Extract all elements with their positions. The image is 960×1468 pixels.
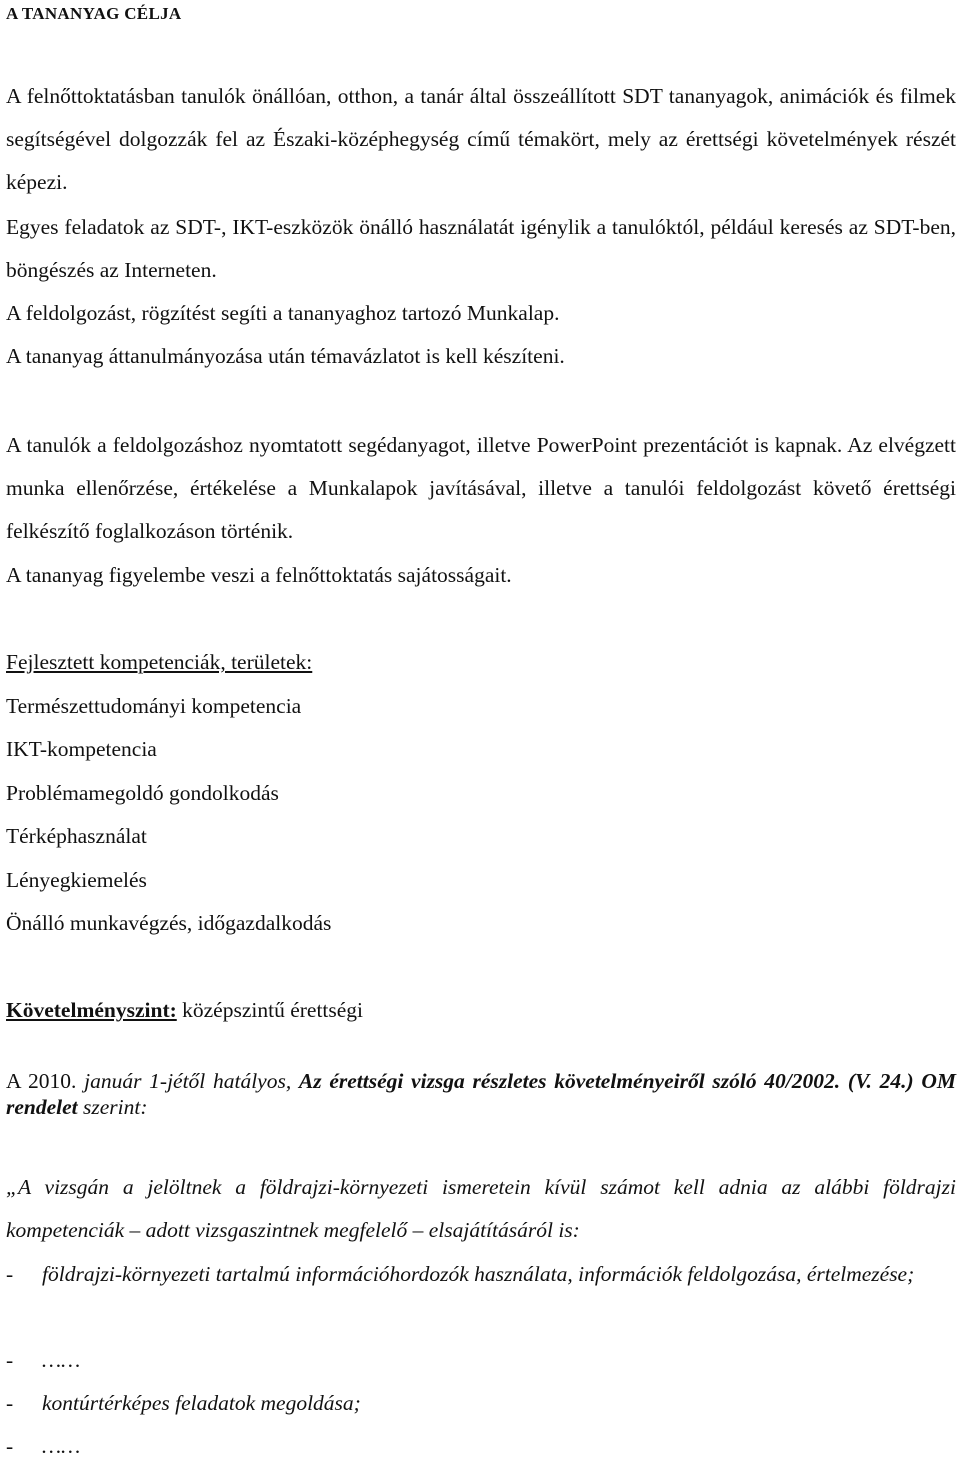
requirement-level: [6, 989, 956, 1032]
competencies-heading: [6, 641, 956, 684]
list-item-text: ……: [42, 1434, 81, 1458]
competencies-heading-text: Fejlesztett kompetenciák, területek:: [6, 650, 313, 674]
competency-item: Lényegkiemelés: [6, 868, 147, 892]
list-item-text: földrajzi-környezeti tartalmú információhordozók használata, információk feldolgozása, értelmezése;: [42, 1262, 915, 1286]
page-title: A TANANYAG CÉLJA: [6, 4, 182, 23]
list-dash: -: [6, 1262, 14, 1286]
second-paragraph-2: A tananyag figyelembe veszi a felnőttoktatás sajátosságait.: [6, 563, 512, 587]
regulation-title: Az érettségi vizsga részletes követelményeiről szóló 40/2002. (V. 24.) OM rendelet: [6, 1069, 957, 1119]
list-dash: -: [6, 1434, 14, 1458]
regulation-prefix: A 2010.: [6, 1069, 77, 1093]
list-item-text: kontúrtérképes feladatok megoldása;: [42, 1391, 361, 1415]
intro-paragraph-2: Egyes feladatok az SDT-, IKT-eszközök önálló használatát igénylik a tanulóktól, például keresés az SDT-ben, böngészés az Interneten.: [6, 215, 956, 282]
regulation-paragraph: [6, 1068, 956, 1120]
competency-item: Önálló munkavégzés, időgazdalkodás: [6, 911, 332, 935]
intro-paragraph-1: A felnőttoktatásban tanulók önállóan, otthon, a tanár által összeállított SDT tananyagok, animációk és filmek segítségével dolgozzák fel az Északi-középhegység című témakört, mely az érettségi követelmények részét képezi.: [6, 84, 956, 194]
intro-paragraph-4: A tananyag áttanulmányozása után témavázlatot is kell készíteni.: [6, 344, 565, 368]
requirement-level-label: Követelményszint:: [6, 998, 177, 1022]
regulation-effective-date: január 1-jétől hatályos,: [84, 1069, 292, 1093]
intro-paragraph-3: A feldolgozást, rögzítést segíti a tananyaghoz tartozó Munkalap.: [6, 301, 560, 325]
list-dash: -: [6, 1391, 14, 1415]
list-item-text: ……: [42, 1348, 81, 1372]
competency-item: Természettudományi kompetencia: [6, 694, 302, 718]
competency-item: IKT-kompetencia: [6, 737, 157, 761]
quote-paragraph: „A vizsgán a jelöltnek a földrajzi-környezeti ismeretein kívül számot kell adnia az alábbi földrajzi kompetenciák – adott vizsgaszintnek megfelelő – elsajátításáról is:: [6, 1175, 956, 1242]
second-paragraph-1: A tanulók a feldolgozáshoz nyomtatott segédanyagot, illetve PowerPoint prezentációt is kapnak. Az elvégzett munka ellenőrzése, értékelése a Munkalapok javításával, illetve a tanulói feldolgozást követő érettségi felkészítő foglalkozáson történik.: [6, 433, 956, 543]
quote-list-item: [6, 1253, 956, 1339]
requirement-level-value: középszintű érettségi: [182, 998, 364, 1022]
regulation-suffix: szerint:: [83, 1095, 148, 1119]
competency-item: Térképhasználat: [6, 824, 147, 848]
competency-item: Problémamegoldó gondolkodás: [6, 781, 279, 805]
list-dash: -: [6, 1348, 14, 1372]
